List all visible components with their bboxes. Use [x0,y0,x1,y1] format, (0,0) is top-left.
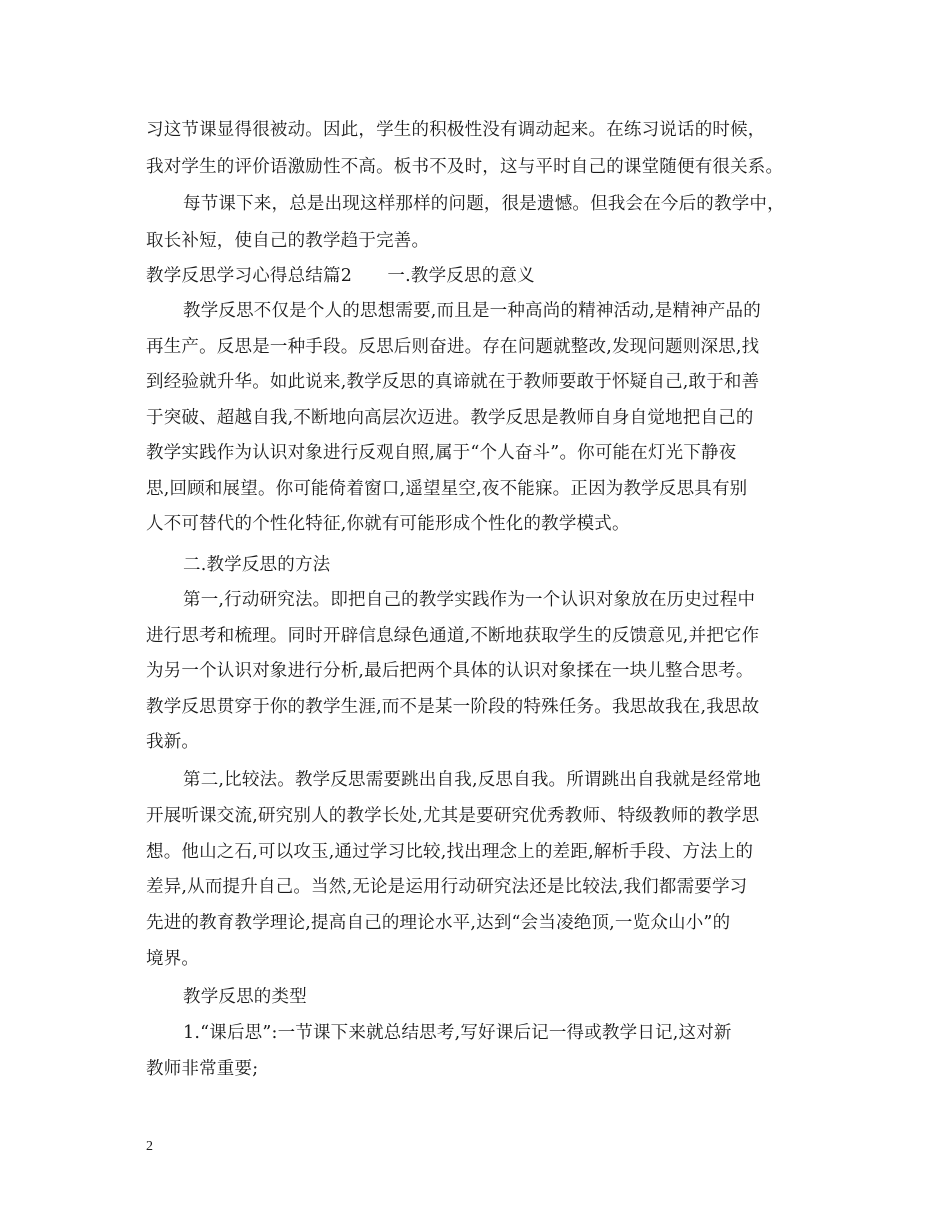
text-line: 人不可替代的个性化特征,你就有可能形成个性化的教学模式。 [146,514,630,534]
text-line: 差异,从而提升自己。当然,无论是运用行动研究法还是比较法,我们都需要学习 [146,877,748,897]
text-line: 境界。 [146,949,200,969]
text-line: 于突破、超越自我,不断地向高层次迈进。教学反思是教师自身自觉地把自己的 [146,408,754,428]
text-line: 先进的教育教学理论,提高自己的理论水平,达到“会当凌绝顶,一览众山小”的 [146,913,731,933]
text-line: 教师非常重要; [146,1059,259,1079]
text-line: 取长补短，使自己的教学趋于完善。 [146,231,430,251]
section-heading-line: 教学反思学习心得总结篇2 一.教学反思的意义 [146,266,535,286]
text-line: 为另一个认识对象进行分析,最后把两个具体的认识对象揉在一块儿整合思考。 [146,661,754,681]
text-line: 教学实践作为认识对象进行反观自照,属于“个人奋斗”。你可能在灯光下静夜 [146,443,737,463]
text-line: 教学反思的类型 [183,987,307,1007]
text-line: 第一,行动研究法。即把自己的教学实践作为一个认识对象放在历史过程中 [183,590,756,610]
text-line: 第二,比较法。教学反思需要跳出自我,反思自我。所谓跳出自我就是经常地 [183,770,761,790]
text-line: 进行思考和梳理。同时开辟信息绿色通道,不断地获取学生的反馈意见,并把它作 [146,626,760,646]
text-line: 教学反思贯穿于你的教学生涯,而不是某一阶段的特殊任务。我思故我在,我思故 [146,697,760,717]
page-number: 2 [146,1139,153,1154]
text-line: 我对学生的评价语激励性不高。板书不及时，这与平时自己的课堂随便有很关系。 [146,157,784,177]
text-line: 开展听课交流,研究别人的教学长处,尤其是要研究优秀教师、特级教师的教学思 [146,806,760,826]
text-line: 我新。 [146,732,200,752]
text-line: 教学反思不仅是个人的思想需要,而且是一种高尚的精神活动,是精神产品的 [183,301,761,321]
text-line: 到经验就升华。如此说来,教学反思的真谛就在于教师要敢于怀疑自己,敢于和善 [146,372,760,392]
text-line: 二.教学反思的方法 [183,555,331,575]
text-line: 想。他山之石,可以攻玉,通过学习比较,找出理念上的差距,解析手段、方法上的 [146,842,754,862]
text-line: 思,回顾和展望。你可能倚着窗口,遥望星空,夜不能寐。正因为教学反思具有别 [146,479,748,499]
text-line: 习这节课显得很被动。因此，学生的积极性没有调动起来。在练习说话的时候， [146,120,766,140]
text-line: 再生产。反思是一种手段。反思后则奋进。存在问题就整改,发现问题则深思,找 [146,337,760,357]
text-line: 每节课下来，总是出现这样那样的问题，很是遗憾。但我会在今后的教学中， [183,194,785,214]
text-line: 1.“课后思”:一节课下来就总结思考,写好课后记一得或教学日记,这对新 [183,1023,732,1043]
